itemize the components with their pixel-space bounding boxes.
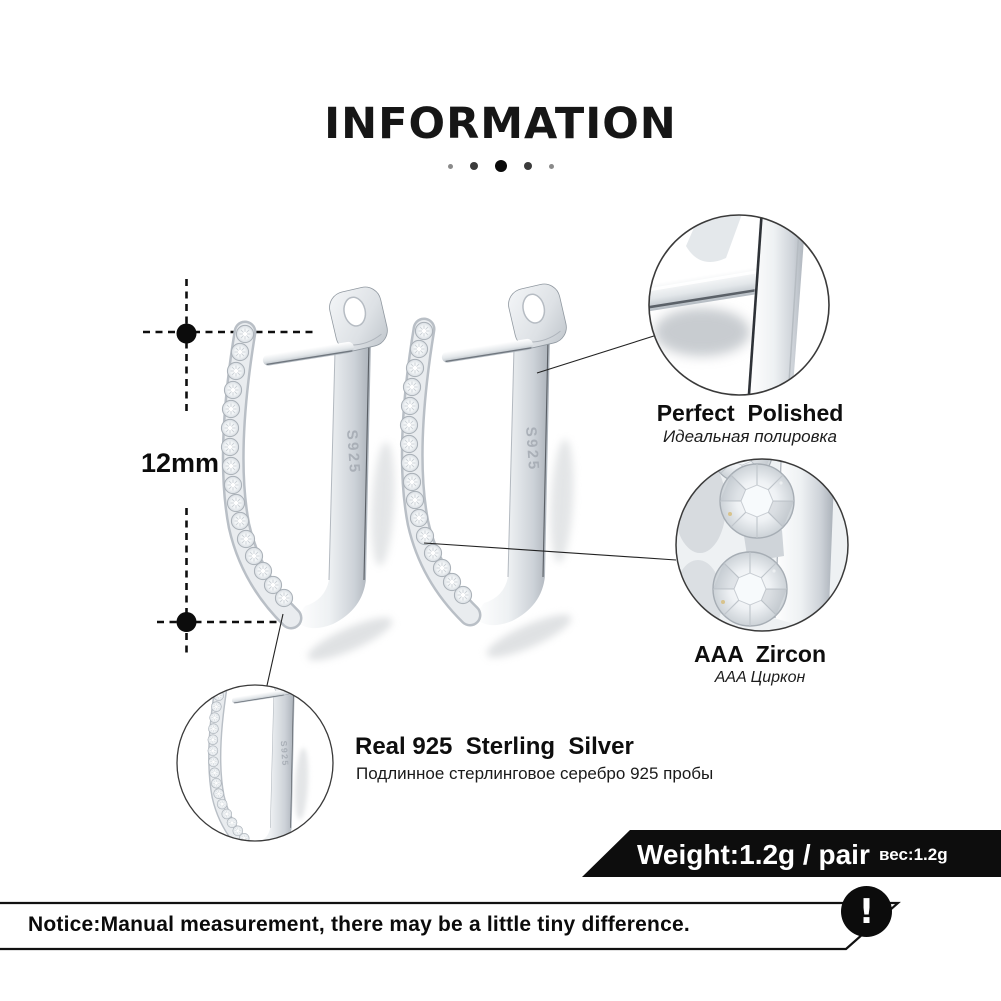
zircon-detail-circle [674, 422, 848, 640]
polish-detail-circle [617, 208, 830, 400]
zircon-callout-subtitle: AAA Циркон [714, 669, 806, 686]
weight-banner-label-ru: вес:1.2g [879, 845, 948, 864]
measure-dot-bottom [177, 612, 197, 632]
zircon-callout-title: AAA Zircon [693, 641, 827, 667]
polish-callout-subtitle: Идеальная полировка [663, 427, 837, 446]
earring-right [400, 281, 576, 665]
silver-callout-subtitle: Подлинное стерлинговое серебро 925 пробы [356, 764, 714, 783]
dot-icon [495, 160, 507, 172]
pointer-line-zircon [424, 543, 676, 560]
exclamation-icon [841, 886, 892, 937]
polish-callout-title: Perfect Polished [656, 400, 844, 426]
silver-callout-title: Real 925 Sterling Silver [355, 733, 634, 760]
artwork-layer: S925 [0, 0, 1001, 1001]
measurement-label: 12mm [140, 448, 220, 478]
exclamation-glyph: ! [858, 891, 875, 932]
weight-banner-label: Weight:1.2g / pair [637, 839, 870, 870]
notice-text: Notice:Manual measurement, there may be a little tiny difference. [28, 913, 690, 936]
dot-icon [524, 162, 532, 170]
pointer-line-silver [266, 614, 283, 690]
dots-divider [0, 155, 1001, 177]
earring-left [221, 284, 397, 668]
dot-icon [448, 164, 453, 169]
dot-icon [470, 162, 478, 170]
page-title: INFORMATION [324, 99, 677, 149]
dot-icon [549, 164, 554, 169]
measure-dot-top [177, 324, 197, 344]
silver-detail-circle [177, 656, 333, 879]
